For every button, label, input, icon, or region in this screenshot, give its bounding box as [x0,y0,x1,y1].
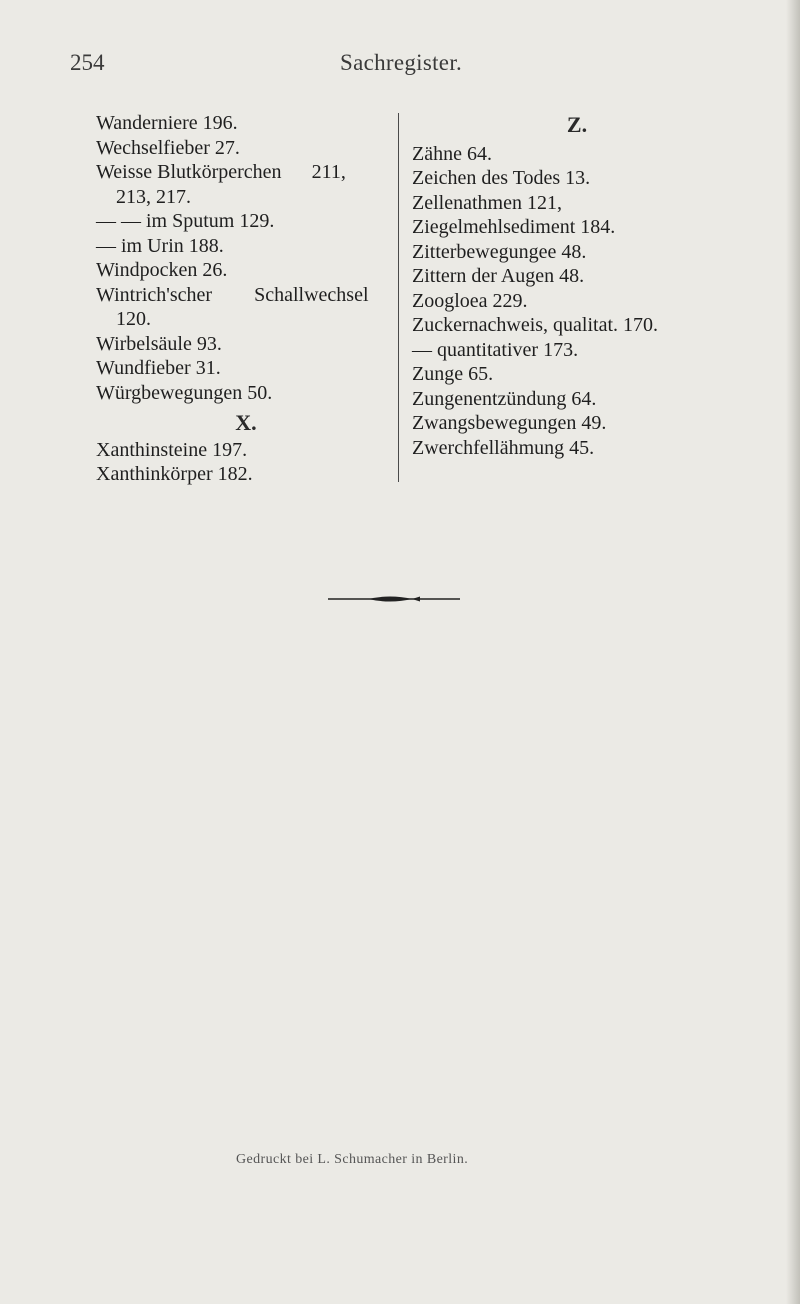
index-entry: Ziegelmehlsediment 184. [412,216,616,238]
index-entry: Zittern der Augen 48. [412,265,585,287]
page-number: 254 [70,50,105,75]
index-entry: Zitterbewegungee 48. [412,240,587,263]
index-entry: Zeichen des Todes 13. [412,167,591,189]
index-column-right [412,111,742,460]
index-entry-text-continued: Schallwechsel [254,283,369,306]
index-entry-pages-continued: 213, 217. [116,185,191,208]
index-entry: Zoogloea 229. [412,289,528,312]
index-entry: Xanthinsteine 197. [96,438,248,461]
index-entry: Zwangsbewegungen 49. [412,412,607,434]
index-entry-text: Weisse Blutkörperchen [96,161,282,183]
index-entry: — — im Sputum 129. [96,210,275,232]
index-entry: — quantitativer 173. [412,338,579,361]
index-entry: Zellenathmen 121, [412,191,562,214]
end-ornament [328,592,460,606]
index-entry: Zwerchfellähmung 45. [412,436,595,459]
index-entry-pages-continued: 120. [116,308,151,330]
index-entry: — im Urin 188. [96,234,224,257]
page-edge-shadow [786,0,800,1304]
index-entry-text: Wintrich'scher [96,283,213,306]
index-entry: Zuckernachweis, qualitat. 170. [412,314,659,336]
index-entry: Zunge 65. [412,363,494,385]
index-entry: Wirbelsäule 93. [96,332,222,355]
index-entry-wintrich [96,283,396,332]
running-title: Sachregister. [340,50,463,75]
index-entry: Wechselfieber 27. [96,136,240,159]
index-entry-pages: 211, [311,161,346,183]
index-entry: Würgbewegungen 50. [96,381,273,404]
index-entry: Zungenentzündung 64. [412,387,597,410]
index-entry: Wanderniere 196. [96,112,238,134]
index-entry-weisse [96,160,396,209]
index-column-left [96,111,396,487]
section-heading-x: X. [235,410,257,435]
section-heading-z: Z. [566,112,588,137]
index-entry: Windpocken 26. [96,259,228,281]
index-entry: Wundfieber 31. [96,357,221,379]
column-divider [398,113,399,482]
index-entry: Xanthinkörper 182. [96,463,253,485]
index-entry: Zähne 64. [412,142,492,165]
page-header [0,50,800,84]
printer-imprint: Gedruckt bei L. Schumacher in Berlin. [236,1152,469,1167]
